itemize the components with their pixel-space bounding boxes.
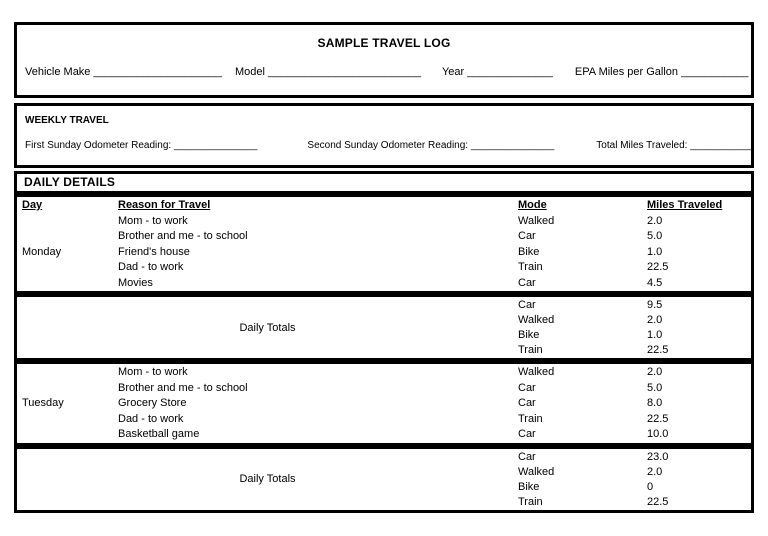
mode-cell: Bike xyxy=(518,245,540,258)
page-title: SAMPLE TRAVEL LOG xyxy=(317,36,451,50)
column-header-day: Day xyxy=(22,199,43,211)
reason-cell: Friend's house xyxy=(118,245,190,258)
mode-cell: Car xyxy=(518,299,536,311)
miles-column xyxy=(647,297,751,358)
miles-cell: 23.0 xyxy=(647,450,669,463)
total-miles-label: Total Miles Traveled: xyxy=(596,140,688,151)
table-section-daily-totals xyxy=(14,294,754,361)
mode-cell: Car xyxy=(518,276,536,289)
mode-cell: Bike xyxy=(518,480,540,493)
daily-details-heading: DAILY DETAILS xyxy=(14,171,754,194)
reason-cell: Mom - to work xyxy=(118,366,188,378)
day-cell-empty xyxy=(22,276,118,292)
vehicle-info-line xyxy=(17,66,751,78)
miles-cell: 1.0 xyxy=(647,245,663,258)
weekly-fields-line xyxy=(25,140,751,151)
vehicle-make-field xyxy=(25,66,222,78)
day-cell-empty xyxy=(22,381,118,397)
total-miles-blank: ___________ xyxy=(690,140,752,151)
daily-details-table xyxy=(14,194,754,513)
miles-column xyxy=(647,197,751,291)
miles-cell: 4.5 xyxy=(647,276,663,289)
daily-totals-cell xyxy=(17,297,518,358)
mode-cell: Train xyxy=(518,495,543,508)
model-label: Model xyxy=(234,66,265,78)
miles-column xyxy=(647,449,751,510)
miles-cell: 22.5 xyxy=(647,261,669,273)
mode-cell: Train xyxy=(518,261,543,273)
day-cell-empty xyxy=(22,412,118,428)
mode-cell: Train xyxy=(518,344,543,356)
reason-cell: Brother and me - to school xyxy=(118,230,248,242)
year-label: Year xyxy=(441,66,465,78)
column-header-mode: Mode xyxy=(518,199,547,211)
mode-cell: Car xyxy=(518,428,536,440)
model-blank: _________________________ xyxy=(268,66,421,78)
mode-column xyxy=(518,297,647,358)
day-cell-empty xyxy=(22,229,118,245)
epa-mpg-field xyxy=(575,66,748,78)
mode-cell: Train xyxy=(518,412,543,425)
first-odometer-blank: _______________ xyxy=(173,140,258,151)
miles-cell: 1.0 xyxy=(647,329,663,341)
table-section-tuesday xyxy=(14,361,754,446)
reason-column xyxy=(118,364,518,443)
table-section-monday xyxy=(14,194,754,294)
reason-cell: Basketball game xyxy=(118,428,200,440)
column-header-miles: Miles Traveled xyxy=(647,199,723,211)
second-odometer-field xyxy=(307,140,554,151)
day-cell-empty xyxy=(22,427,118,443)
epa-mpg-label: EPA Miles per Gallon xyxy=(574,66,679,78)
miles-cell: 2.0 xyxy=(647,214,663,227)
mode-column xyxy=(518,449,647,510)
mode-cell: Car xyxy=(518,450,536,463)
mode-column xyxy=(518,364,647,443)
miles-cell: 5.0 xyxy=(647,381,663,394)
reason-cell: Grocery Store xyxy=(118,397,187,409)
day-cell-empty xyxy=(22,260,118,276)
miles-cell: 22.5 xyxy=(647,412,669,425)
miles-cell: 9.5 xyxy=(647,299,663,311)
reason-column xyxy=(118,197,518,291)
day-cell: Monday xyxy=(22,245,62,258)
mode-cell: Walked xyxy=(518,366,555,378)
title-section xyxy=(14,22,754,98)
miles-cell: 10.0 xyxy=(647,428,669,440)
year-blank: ______________ xyxy=(467,66,553,78)
day-column xyxy=(17,197,118,291)
weekly-travel-section xyxy=(14,103,754,168)
miles-column xyxy=(647,364,751,443)
miles-cell: 2.0 xyxy=(647,366,663,378)
miles-cell: 2.0 xyxy=(647,465,663,478)
epa-mpg-blank: ___________ xyxy=(681,66,749,78)
mode-cell: Car xyxy=(518,381,536,394)
mode-column xyxy=(518,197,647,291)
miles-cell: 2.0 xyxy=(647,314,663,326)
mode-cell: Bike xyxy=(518,329,540,341)
mode-cell: Walked xyxy=(518,314,555,326)
vehicle-make-label: Vehicle Make xyxy=(25,66,91,78)
second-odometer-label: Second Sunday Odometer Reading: xyxy=(307,140,469,151)
miles-cell: 22.5 xyxy=(647,344,669,356)
year-field xyxy=(442,66,553,78)
day-cell: Tuesday xyxy=(22,397,64,409)
vehicle-make-blank: _____________________ xyxy=(93,66,222,78)
day-cell-empty xyxy=(22,365,118,381)
model-field xyxy=(235,66,421,78)
reason-cell: Dad - to work xyxy=(118,261,184,273)
second-odometer-blank: _______________ xyxy=(470,140,555,151)
reason-cell: Brother and me - to school xyxy=(118,381,248,394)
daily-totals-label: Daily Totals xyxy=(239,473,296,485)
day-cell-empty xyxy=(22,214,118,230)
first-odometer-label: First Sunday Odometer Reading: xyxy=(25,140,172,151)
first-odometer-field xyxy=(25,140,257,151)
day-column xyxy=(17,364,118,443)
miles-cell: 8.0 xyxy=(647,397,663,409)
reason-cell: Movies xyxy=(118,276,153,289)
mode-cell: Walked xyxy=(518,214,555,227)
daily-totals-cell xyxy=(17,449,518,510)
mode-cell: Car xyxy=(518,397,536,409)
reason-cell: Mom - to work xyxy=(118,214,188,227)
miles-cell: 5.0 xyxy=(647,230,663,242)
mode-cell: Car xyxy=(518,230,536,242)
table-section-daily-totals xyxy=(14,446,754,513)
column-header-reason: Reason for Travel xyxy=(118,199,211,211)
miles-cell: 22.5 xyxy=(647,495,669,508)
total-miles-field xyxy=(596,140,751,151)
weekly-travel-heading: WEEKLY TRAVEL xyxy=(25,115,109,126)
reason-cell: Dad - to work xyxy=(118,412,184,425)
mode-cell: Walked xyxy=(518,465,555,478)
daily-totals-label: Daily Totals xyxy=(239,321,296,334)
miles-cell: 0 xyxy=(647,480,654,493)
